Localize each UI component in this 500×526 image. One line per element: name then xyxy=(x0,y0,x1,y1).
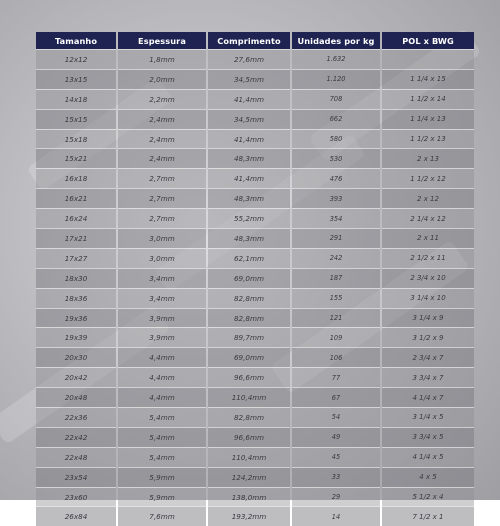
cell-unidades-por-kg: 14 xyxy=(292,506,380,526)
cell-comprimento: 124,2mm xyxy=(208,467,290,487)
cell-pol-x-bwg: 3 1/4 x 10 xyxy=(382,288,474,308)
cell-espessura: 1,8mm xyxy=(118,49,206,69)
cell-tamanho: 19x36 xyxy=(36,308,116,328)
cell-espessura: 2,7mm xyxy=(118,208,206,228)
cell-espessura: 3,0mm xyxy=(118,248,206,268)
cell-comprimento: 69,0mm xyxy=(208,268,290,288)
table-row xyxy=(36,467,474,487)
cell-comprimento: 48,3mm xyxy=(208,228,290,248)
cell-unidades-por-kg: 77 xyxy=(292,367,380,387)
table-row xyxy=(36,407,474,427)
cell-espessura: 3,9mm xyxy=(118,308,206,328)
cell-espessura: 2,0mm xyxy=(118,69,206,89)
table-row xyxy=(36,347,474,367)
table-row xyxy=(36,387,474,407)
cell-comprimento: 82,8mm xyxy=(208,308,290,328)
table-row xyxy=(36,487,474,507)
cell-pol-x-bwg: 1 1/2 x 12 xyxy=(382,168,474,188)
cell-unidades-por-kg: 393 xyxy=(292,188,380,208)
cell-unidades-por-kg: 291 xyxy=(292,228,380,248)
cell-pol-x-bwg: 3 3/4 x 5 xyxy=(382,427,474,447)
cell-espessura: 4,4mm xyxy=(118,387,206,407)
cell-pol-x-bwg xyxy=(382,49,474,69)
cell-pol-x-bwg: 3 1/2 x 9 xyxy=(382,327,474,347)
cell-unidades-por-kg: 354 xyxy=(292,208,380,228)
table-row xyxy=(36,327,474,347)
cell-espessura: 5,4mm xyxy=(118,447,206,467)
cell-comprimento: 69,0mm xyxy=(208,347,290,367)
cell-espessura: 5,9mm xyxy=(118,487,206,507)
header-comprimento: Comprimento xyxy=(208,32,290,49)
table-header xyxy=(36,32,474,49)
cell-tamanho: 23x54 xyxy=(36,467,116,487)
cell-pol-x-bwg: 1 1/2 x 13 xyxy=(382,129,474,149)
cell-comprimento: 82,8mm xyxy=(208,288,290,308)
table-row xyxy=(36,506,474,526)
cell-unidades-por-kg: 580 xyxy=(292,129,380,149)
nail-spec-table xyxy=(34,32,476,526)
cell-pol-x-bwg: 3 3/4 x 7 xyxy=(382,367,474,387)
cell-comprimento: 193,2mm xyxy=(208,506,290,526)
cell-comprimento: 55,2mm xyxy=(208,208,290,228)
table-row xyxy=(36,129,474,149)
cell-tamanho: 20x48 xyxy=(36,387,116,407)
cell-espessura: 7,6mm xyxy=(118,506,206,526)
cell-espessura: 4,4mm xyxy=(118,347,206,367)
cell-espessura: 2,4mm xyxy=(118,109,206,129)
cell-comprimento: 110,4mm xyxy=(208,447,290,467)
header-tamanho: Tamanho xyxy=(36,32,116,49)
cell-pol-x-bwg: 2 x 11 xyxy=(382,228,474,248)
cell-tamanho: 12x12 xyxy=(36,49,116,69)
cell-espessura: 3,9mm xyxy=(118,327,206,347)
cell-pol-x-bwg: 7 1/2 x 1 xyxy=(382,506,474,526)
header-pol-x-bwg: POL x BWG xyxy=(382,32,474,49)
table-row xyxy=(36,447,474,467)
cell-unidades-por-kg: 67 xyxy=(292,387,380,407)
cell-tamanho: 15x15 xyxy=(36,109,116,129)
table-row xyxy=(36,109,474,129)
cell-tamanho: 15x18 xyxy=(36,129,116,149)
cell-tamanho: 22x48 xyxy=(36,447,116,467)
cell-pol-x-bwg: 1 1/2 x 14 xyxy=(382,89,474,109)
table-row xyxy=(36,367,474,387)
cell-comprimento: 62,1mm xyxy=(208,248,290,268)
table-row xyxy=(36,89,474,109)
cell-unidades-por-kg: 109 xyxy=(292,327,380,347)
table-body xyxy=(36,49,474,526)
cell-pol-x-bwg: 3 1/4 x 9 xyxy=(382,308,474,328)
cell-unidades-por-kg: 45 xyxy=(292,447,380,467)
cell-tamanho: 13x15 xyxy=(36,69,116,89)
cell-comprimento: 34,5mm xyxy=(208,109,290,129)
cell-unidades-por-kg: 708 xyxy=(292,89,380,109)
cell-unidades-por-kg: 242 xyxy=(292,248,380,268)
cell-pol-x-bwg: 1 1/4 x 13 xyxy=(382,109,474,129)
cell-tamanho: 14x18 xyxy=(36,89,116,109)
cell-espessura: 2,2mm xyxy=(118,89,206,109)
header-row xyxy=(36,32,474,49)
cell-pol-x-bwg: 3 1/4 x 5 xyxy=(382,407,474,427)
cell-comprimento: 34,5mm xyxy=(208,69,290,89)
table-row xyxy=(36,69,474,89)
cell-espessura: 2,4mm xyxy=(118,148,206,168)
cell-pol-x-bwg: 2 3/4 x 7 xyxy=(382,347,474,367)
cell-pol-x-bwg: 4 1/4 x 7 xyxy=(382,387,474,407)
cell-unidades-por-kg: 29 xyxy=(292,487,380,507)
cell-unidades-por-kg: 1.120 xyxy=(292,69,380,89)
table-row xyxy=(36,188,474,208)
cell-pol-x-bwg: 2 1/2 x 11 xyxy=(382,248,474,268)
table-row xyxy=(36,228,474,248)
cell-tamanho: 19x39 xyxy=(36,327,116,347)
cell-espessura: 5,4mm xyxy=(118,427,206,447)
table-row xyxy=(36,168,474,188)
cell-comprimento: 96,6mm xyxy=(208,427,290,447)
cell-unidades-por-kg: 187 xyxy=(292,268,380,288)
table-row xyxy=(36,248,474,268)
cell-pol-x-bwg: 2 1/4 x 12 xyxy=(382,208,474,228)
cell-unidades-por-kg: 33 xyxy=(292,467,380,487)
cell-tamanho: 16x24 xyxy=(36,208,116,228)
cell-pol-x-bwg: 1 1/4 x 15 xyxy=(382,69,474,89)
header-espessura: Espessura xyxy=(118,32,206,49)
cell-pol-x-bwg: 4 1/4 x 5 xyxy=(382,447,474,467)
cell-tamanho: 22x42 xyxy=(36,427,116,447)
cell-tamanho: 20x42 xyxy=(36,367,116,387)
cell-comprimento: 82,8mm xyxy=(208,407,290,427)
cell-unidades-por-kg: 662 xyxy=(292,109,380,129)
cell-unidades-por-kg: 530 xyxy=(292,148,380,168)
cell-unidades-por-kg: 1.632 xyxy=(292,49,380,69)
table-row xyxy=(36,148,474,168)
cell-unidades-por-kg: 476 xyxy=(292,168,380,188)
cell-comprimento: 41,4mm xyxy=(208,89,290,109)
cell-tamanho: 16x21 xyxy=(36,188,116,208)
cell-comprimento: 27,6mm xyxy=(208,49,290,69)
cell-tamanho: 16x18 xyxy=(36,168,116,188)
cell-comprimento: 41,4mm xyxy=(208,168,290,188)
table-row xyxy=(36,268,474,288)
cell-espessura: 2,7mm xyxy=(118,168,206,188)
cell-pol-x-bwg: 2 x 12 xyxy=(382,188,474,208)
cell-espessura: 2,4mm xyxy=(118,129,206,149)
cell-tamanho: 17x27 xyxy=(36,248,116,268)
cell-comprimento: 110,4mm xyxy=(208,387,290,407)
cell-unidades-por-kg: 106 xyxy=(292,347,380,367)
table-row xyxy=(36,288,474,308)
header-unidades-por-kg: Unidades por kg xyxy=(292,32,380,49)
table-row xyxy=(36,49,474,69)
table-row xyxy=(36,208,474,228)
cell-espessura: 3,0mm xyxy=(118,228,206,248)
table-row xyxy=(36,427,474,447)
cell-pol-x-bwg: 5 1/2 x 4 xyxy=(382,487,474,507)
cell-espessura: 4,4mm xyxy=(118,367,206,387)
cell-unidades-por-kg: 121 xyxy=(292,308,380,328)
cell-espessura: 2,7mm xyxy=(118,188,206,208)
cell-tamanho: 23x60 xyxy=(36,487,116,507)
table-row xyxy=(36,308,474,328)
cell-unidades-por-kg: 49 xyxy=(292,427,380,447)
cell-comprimento: 41,4mm xyxy=(208,129,290,149)
cell-unidades-por-kg: 155 xyxy=(292,288,380,308)
cell-comprimento: 138,0mm xyxy=(208,487,290,507)
cell-tamanho: 26x84 xyxy=(36,506,116,526)
cell-unidades-por-kg: 54 xyxy=(292,407,380,427)
cell-tamanho: 20x30 xyxy=(36,347,116,367)
cell-tamanho: 17x21 xyxy=(36,228,116,248)
cell-comprimento: 48,3mm xyxy=(208,148,290,168)
cell-comprimento: 89,7mm xyxy=(208,327,290,347)
cell-pol-x-bwg: 4 x 5 xyxy=(382,467,474,487)
cell-tamanho: 22x36 xyxy=(36,407,116,427)
cell-pol-x-bwg: 2 3/4 x 10 xyxy=(382,268,474,288)
cell-espessura: 5,9mm xyxy=(118,467,206,487)
cell-comprimento: 96,6mm xyxy=(208,367,290,387)
cell-espessura: 5,4mm xyxy=(118,407,206,427)
cell-espessura: 3,4mm xyxy=(118,268,206,288)
cell-pol-x-bwg: 2 x 13 xyxy=(382,148,474,168)
cell-espessura: 3,4mm xyxy=(118,288,206,308)
cell-tamanho: 18x30 xyxy=(36,268,116,288)
cell-comprimento: 48,3mm xyxy=(208,188,290,208)
cell-tamanho: 18x36 xyxy=(36,288,116,308)
cell-tamanho: 15x21 xyxy=(36,148,116,168)
